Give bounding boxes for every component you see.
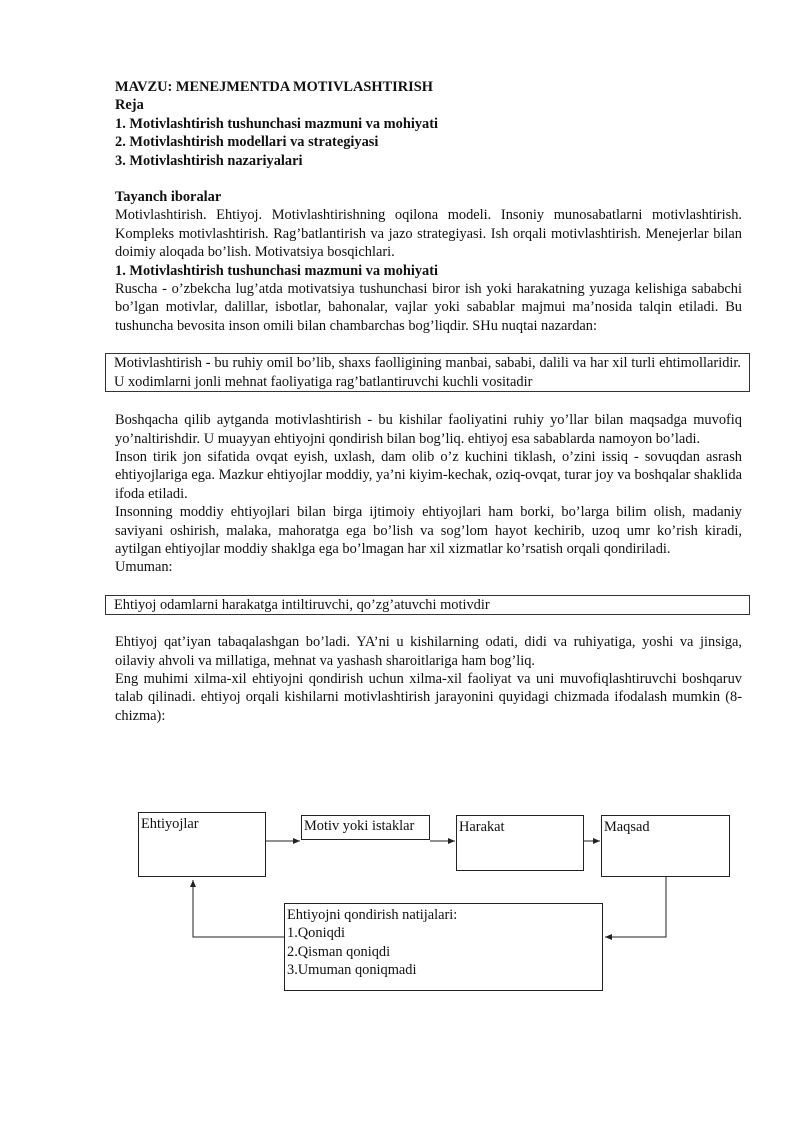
paragraph: Eng muhimi xilma-xil ehtiyojni qondirish uchun xilma-xil faoliyat va uni muvofiqlashtiruvchi boshqaruv talab qilinadi. ehtiyoj orqali kishilarni motivlashtirish jarayonini quyidagi chizmada ifodalash mumkin (8-chizma): (115, 670, 742, 724)
spacer (115, 335, 742, 353)
paragraph: Insonning moddiy ehtiyojlari bilan birga ijtimoiy ehtiyojlari ham borki, bo’larga bilim olish, madaniy saviyani oshirish, malaka, mahoratga ega bo’lish va sog’lom hayot kechirib, uzoq umr ko’rish kiradi, aytilgan ehtiyojlar moddiy shaklga ega bo’lmagan har xil xizmatlar ko’rsatish orqali qondiriladi. (115, 504, 742, 557)
plan-heading: Reja (115, 97, 144, 114)
keywords-text: Motivlashtirish. Ehtiyoj. Motivlashtirishning oqilona modeli. Insoniy munosabatlarni motivlashtirish. Kompleks motivlashtirish. Rag’batlantirish va jazo strategiyasi. Ish orqali motivlashtirish. Menejerlar bilan doimiy aloqada bo’lish. Motivatsiya bosqichlari. (115, 207, 742, 261)
plan-item: 1. Motivlashtirish tushunchasi mazmuni va mohiyati (115, 115, 439, 132)
spacer (115, 577, 742, 595)
diagram-node-goal (601, 815, 730, 877)
result-item: 1.Qoniqdi (287, 925, 345, 942)
section-heading: 1. Motivlashtirish tushunchasi mazmuni va mohiyati (115, 262, 439, 279)
arrow-goal-to-results (605, 877, 666, 937)
diagram-node-label: Maqsad (604, 819, 650, 835)
spacer (115, 392, 742, 411)
diagram-node-motives (301, 815, 430, 840)
diagram-node-needs (138, 812, 266, 877)
definition-box: Motivlashtirish - bu ruhiy omil bo’lib, shaxs faolligining manbai, sababi, dalili va har xil turli ehtimollaridir. U xodimlarni jonli mehnat faoliyatiga rag’batlantiruvchi kuchli vositadir (105, 353, 750, 392)
arrow-results-to-needs (193, 880, 284, 937)
result-item: 3.Umuman qoniqmadi (287, 962, 417, 979)
keywords-heading: Tayanch iboralar (115, 189, 222, 206)
spacer (115, 170, 742, 188)
document-page (115, 78, 742, 725)
result-item: 2.Qisman qoniqdi (287, 943, 391, 960)
paragraph: Boshqacha qilib aytganda motivlashtirish - bu kishilar faoliyatini ruhiy yo’llar bilan maqsadga muvofiq yo’naltirishdir. U muayyan ehtiyojni qondirish bilan bog’liq. ehtiyoj esa sabablarda namoyon bo’ladi. (115, 412, 742, 447)
plan-item: 3. Motivlashtirish nazariyalari (115, 152, 303, 169)
paragraph: Inson tirik jon sifatida ovqat eyish, uxlash, dam olib o’z kuchini tiklash, o’zini issiq - sovuqdan asrash ehtiyojlariga ega. Mazkur ehtiyojlar moddiy, ya’ni kiyim-kechak, oziq-ovqat, turar joy va boshqalar shaklida ifoda etiladi. (115, 448, 742, 502)
need-box: Ehtiyoj odamlarni harakatga intiltiruvchi, qo’zg’atuvchi motivdir (105, 595, 750, 615)
diagram-node-label: Harakat (459, 819, 505, 835)
diagram-node-label: Motiv yoki istaklar (304, 818, 415, 834)
plan-item: 2. Motivlashtirish modellari va strategiyasi (115, 134, 379, 151)
paragraph: Ehtiyoj qat’iyan tabaqalashgan bo’ladi. YA’ni u kishilarning odati, didi va ruhiyatiga, yoshi va jinsiga, oilaviy ahvoli va millatiga, mehnat va yashash sharoitlariga ham bog’liq. (115, 634, 742, 669)
diagram-node-label: Ehtiyojlar (141, 816, 199, 832)
section-intro: Ruscha - o’zbekcha lug’atda motivatsiya tushunchasi biror ish yoki harakatning yuzaga kelishiga sababchi bo’lgan motivlar, dalillar, isbotlar, bahonalar, vajlar yoki sabablar majmui ma’nosida talqin etiladi. Bu tushuncha bevosita inson omili bilan chambarchas bog’liqdir. SHu nuqtai nazardan: (115, 281, 742, 334)
diagram-results-box (284, 903, 603, 991)
paragraph: Umuman: (115, 559, 173, 576)
results-title: Ehtiyojni qondirish natijalari: (287, 907, 458, 923)
diagram-node-action (456, 815, 584, 871)
document-title: MAVZU: MENEJMENTDA MOTIVLASHTIRISH (115, 79, 433, 95)
spacer (115, 615, 742, 633)
